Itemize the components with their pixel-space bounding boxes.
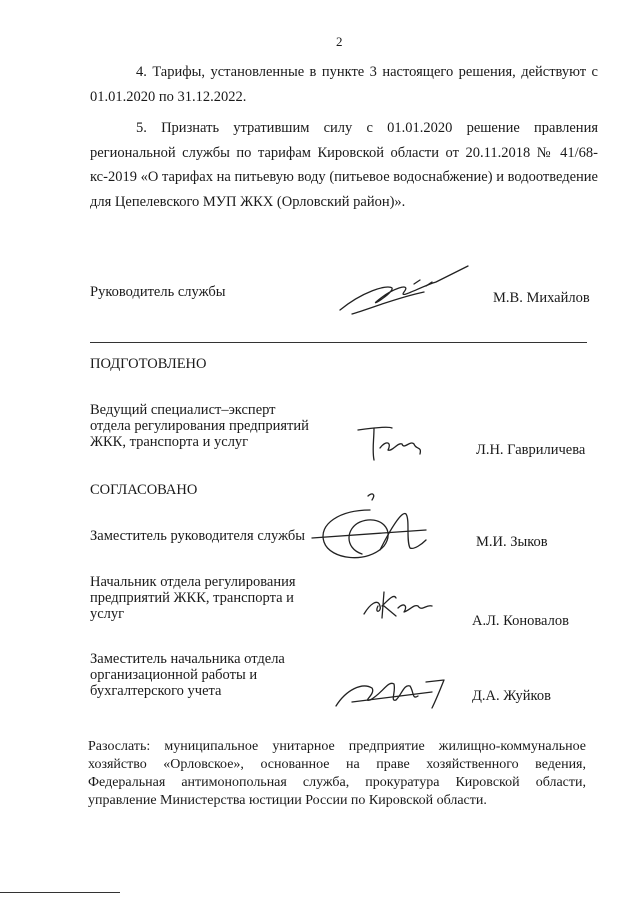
- approver-3-signature: [332, 670, 462, 716]
- approver-1-position: Заместитель руководителя службы: [90, 528, 306, 544]
- approver-3-name: Д.А. Жуйков: [472, 688, 551, 704]
- prepared-position-label: Ведущий специалист–эксперт отдела регулирования предприятий ЖКК, транспорта и услуг: [90, 402, 309, 450]
- page-number: 2: [336, 34, 343, 49]
- paragraph-4: 4. Тарифы, установленные в пункте 3 настоящего решения, действуют с 01.01.2020 по 31.12.2022.: [90, 64, 598, 105]
- prepared-heading: ПОДГОТОВЛЕНО: [90, 356, 207, 372]
- head-signature: [332, 262, 482, 322]
- approver-2-position: Начальник отдела регулирования предприятий ЖКК, транспорта и услуг: [90, 574, 296, 622]
- approver-1-signature: [310, 490, 430, 574]
- head-name: М.В. Михайлов: [493, 290, 590, 306]
- mailing-list: Разослать: муниципальное унитарное предприятие жилищно-коммунальное хозяйство «Орловское», основанное на праве хозяйственного ведения, Федеральная антимонопольная служба, прокуратура Кировской области, управление Министерства юстиции России по Кировской области.: [88, 739, 586, 808]
- separator-line: [90, 342, 587, 343]
- paragraph-5: 5. Признать утратившим силу с 01.01.2020 решение правления региональной службы по тарифам Кировской области от 20.11.2018 № 41/68-кс-2019 «О тарифах на питьевую воду (питьевое водоснабжение) и водоотведение для Цепелевского МУП ЖКХ (Орловский район)».: [90, 120, 598, 210]
- approver-2-signature: [360, 584, 444, 624]
- approved-heading: СОГЛАСОВАНО: [90, 482, 198, 498]
- approver-1-name: М.И. Зыков: [476, 534, 548, 550]
- approver-2-name: А.Л. Коновалов: [472, 613, 569, 629]
- footer-rule: [0, 892, 120, 893]
- approver-3-position: Заместитель начальника отдела организационной работы и бухгалтерского учета: [90, 651, 285, 699]
- head-position-label: Руководитель службы: [90, 284, 226, 300]
- prepared-signature: [352, 420, 432, 464]
- prepared-name: Л.Н. Гавриличева: [476, 442, 586, 458]
